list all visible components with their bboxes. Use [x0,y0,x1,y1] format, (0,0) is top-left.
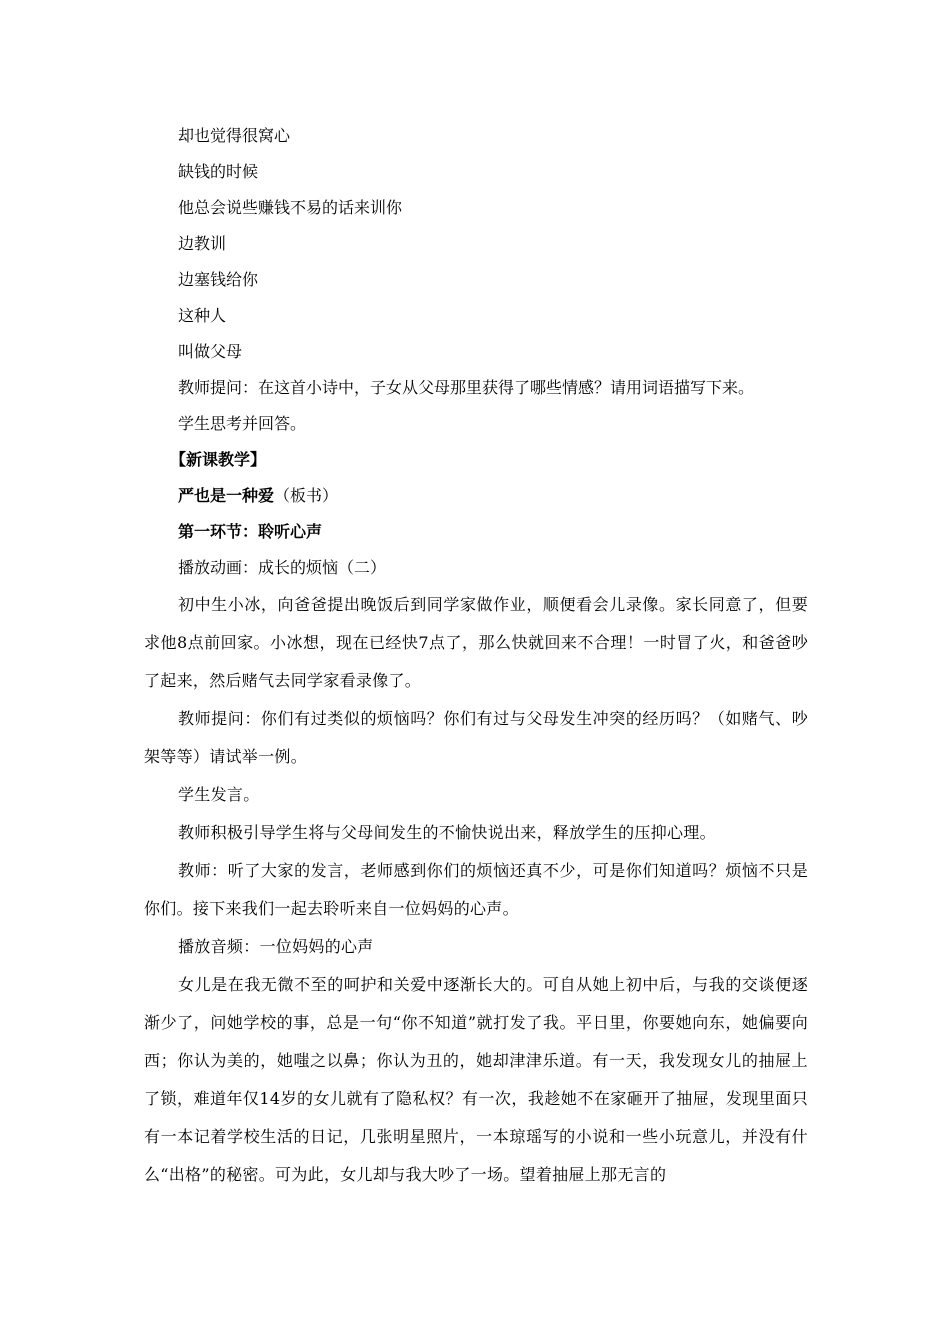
poem-line-7: 叫做父母 [178,342,243,361]
teacher-remark: 教师：听了大家的发言，老师感到你们的烦恼还真不少，可是你们知道吗？烦恼不只是你们。接下来我们一起去聆听来自一位妈妈的心声。 [144,861,808,918]
teacher-question-poem: 教师提问：在这首小诗中，子女从父母那里获得了哪些情感？请用词语描写下来。 [178,378,755,397]
mother-voice-paragraph: 女儿是在我无微不至的呵护和关爱中逐渐长大的。可自从她上初中后，与我的交谈便逐渐少了，问她学校的事，总是一句“你不知道”就打发了我。平日里，你要她向东，她偏要向西；你认为美的，她嗤之以鼻；你认为丑的，她却津津乐道。有一天，我发现女儿的抽屉上了锁，难道年仅14岁的女儿就有了隐私权？有一次，我趁她不在家砸开了抽屉，发现里面只有一本记着学校生活的日记，几张明星照片，一本琼瑶写的小说和一些小玩意儿，并没有什么“出格”的秘密。可为此，女儿却与我大吵了一场。望着抽屉上那无言的 [144,975,808,1184]
story-paragraph: 初中生小冰，向爸爸提出晚饭后到同学家做作业，顺便看会儿录像。家长同意了，但要求他8点前回家。小冰想，现在已经快7点了，那么快就回来不合理！一时冒了火，和爸爸吵了起来，然后赌气去同学家看录像了。 [144,595,808,690]
teacher-question-paragraph: 教师提问：你们有过类似的烦恼吗？你们有过与父母发生冲突的经历吗？（如赌气、吵架等等）请试举一例。 [144,709,808,766]
poem-line-5: 边塞钱给你 [178,270,259,289]
part-one-heading: 第一环节：聆听心声 [178,522,323,541]
student-answer-note: 学生思考并回答。 [178,414,307,433]
animation-label: 播放动画：成长的烦恼（二） [178,558,387,577]
poem-line-1: 却也觉得很窝心 [178,126,291,145]
topic-title: 严也是一种爱 [178,486,275,505]
poem-line-3: 他总会说些赚钱不易的话来训你 [178,198,403,217]
topic-note: （板书） [274,486,339,505]
section-heading: 【新课教学】 [170,450,267,469]
poem-line-2: 缺钱的时候 [178,162,259,181]
audio-label: 播放音频：一位妈妈的心声 [178,937,374,956]
topic-line [144,478,808,514]
students-speak: 学生发言。 [178,785,260,804]
document-page [144,118,808,1194]
poem-line-4: 边教训 [178,234,227,253]
poem-line-6: 这种人 [178,306,227,325]
teacher-guide: 教师积极引导学生将与父母间发生的不愉快说出来，释放学生的压抑心理。 [178,823,716,842]
